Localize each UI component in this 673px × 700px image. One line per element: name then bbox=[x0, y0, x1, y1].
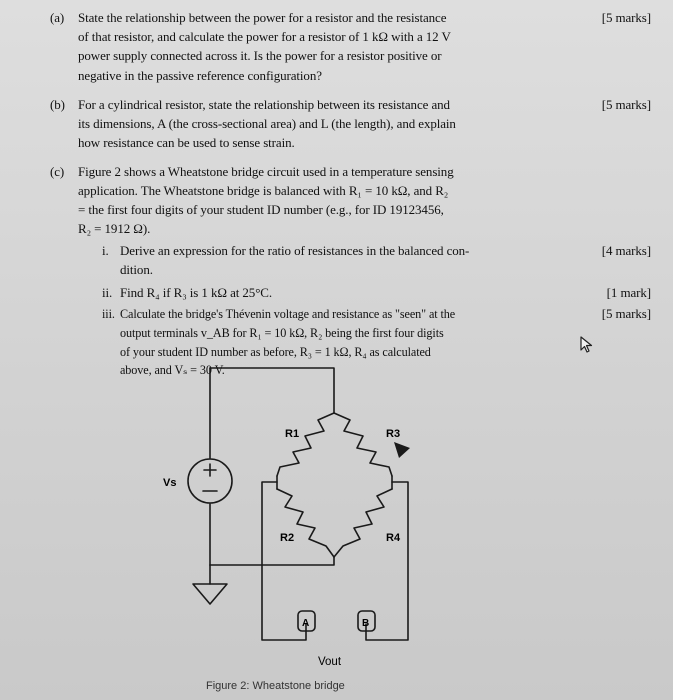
part-c-label: (c) bbox=[50, 164, 65, 179]
part-c-iii-line-2: output terminals v_AB for R₁ = 10 kΩ, R₂ being the first four digits bbox=[120, 326, 444, 340]
part-c-ii-marks: [1 mark] bbox=[606, 285, 651, 300]
r3-thermistor-arrow-icon bbox=[394, 442, 410, 458]
part-c-i-marks: [4 marks] bbox=[601, 243, 651, 258]
r1-resistor bbox=[277, 413, 334, 476]
r3-label: R3 bbox=[386, 428, 401, 440]
terminal-b-label: B bbox=[362, 618, 370, 629]
r2-label: R2 bbox=[280, 532, 295, 544]
bottom-wire bbox=[210, 557, 334, 565]
node-b-wire bbox=[366, 482, 408, 640]
part-b-line-1: For a cylindrical resistor, state the relationship between its resistance and bbox=[78, 97, 450, 112]
part-c-line-2: application. The Wheatstone bridge is balanced with R₁ = 10 kΩ, and R₂ bbox=[78, 183, 449, 198]
figure-caption: Figure 2: Wheatstone bridge bbox=[206, 680, 345, 692]
node-a-wire bbox=[262, 482, 306, 640]
part-c-line-1: Figure 2 shows a Wheatstone bridge circuit used in a temperature sensing bbox=[78, 164, 454, 179]
part-b-line-2: its dimensions, A (the cross-sectional area) and L (the length), and explain bbox=[78, 116, 456, 131]
terminal-a-label: A bbox=[302, 618, 310, 629]
r2-resistor bbox=[277, 489, 334, 557]
part-c-iii-marks: [5 marks] bbox=[601, 306, 651, 321]
part-c-iii-line-1: Calculate the bridge's Thévenin voltage and resistance as "seen" at the bbox=[120, 307, 456, 321]
part-a-label: (a) bbox=[50, 10, 65, 25]
part-b-marks: [5 marks] bbox=[601, 97, 651, 112]
part-c-i-line-1: Derive an expression for the ratio of resistances in the balanced con- bbox=[120, 243, 470, 258]
r3-resistor bbox=[334, 413, 392, 476]
part-c-i-label: i. bbox=[102, 243, 109, 258]
vs-label: Vs bbox=[163, 477, 177, 489]
ground-icon bbox=[193, 584, 227, 604]
part-b-line-3: how resistance can be used to sense strain. bbox=[78, 135, 295, 150]
part-a-line-2: of that resistor, and calculate the power for a resistor of 1 kΩ with a 12 V bbox=[78, 29, 451, 44]
part-c-line-4: R₂ = 1912 Ω). bbox=[78, 221, 151, 236]
vout-label: Vout bbox=[318, 656, 342, 668]
part-c-ii-line-1: Find R₄ if R₃ is 1 kΩ at 25°C. bbox=[120, 285, 273, 300]
part-b-label: (b) bbox=[50, 97, 65, 112]
part-c-iii-label: iii. bbox=[102, 307, 115, 321]
part-c-iii-line-4: above, and Vₛ = 30 V. bbox=[120, 363, 225, 377]
part-c-line-3: = the first four digits of your student ID number (e.g., for ID 19123456, bbox=[78, 202, 444, 217]
part-a-line-1: State the relationship between the power for a resistor and the resistance bbox=[78, 10, 447, 25]
part-a-marks: [5 marks] bbox=[601, 10, 651, 25]
plus-sign bbox=[204, 464, 216, 476]
part-c-i-line-2: dition. bbox=[120, 262, 153, 277]
top-wire bbox=[210, 368, 334, 413]
part-a-line-3: power supply connected across it. Is the power for a resistor positive or bbox=[78, 48, 442, 63]
r4-resistor bbox=[334, 489, 392, 557]
part-a-line-4: negative in the passive reference configuration? bbox=[78, 68, 322, 83]
part-c-ii-label: ii. bbox=[102, 285, 113, 300]
part-c-iii-line-3: of your student ID number as before, R₃ = 1 kΩ, R₄ as calculated bbox=[120, 345, 431, 359]
r1-label: R1 bbox=[285, 428, 300, 440]
r4-label: R4 bbox=[386, 532, 401, 544]
